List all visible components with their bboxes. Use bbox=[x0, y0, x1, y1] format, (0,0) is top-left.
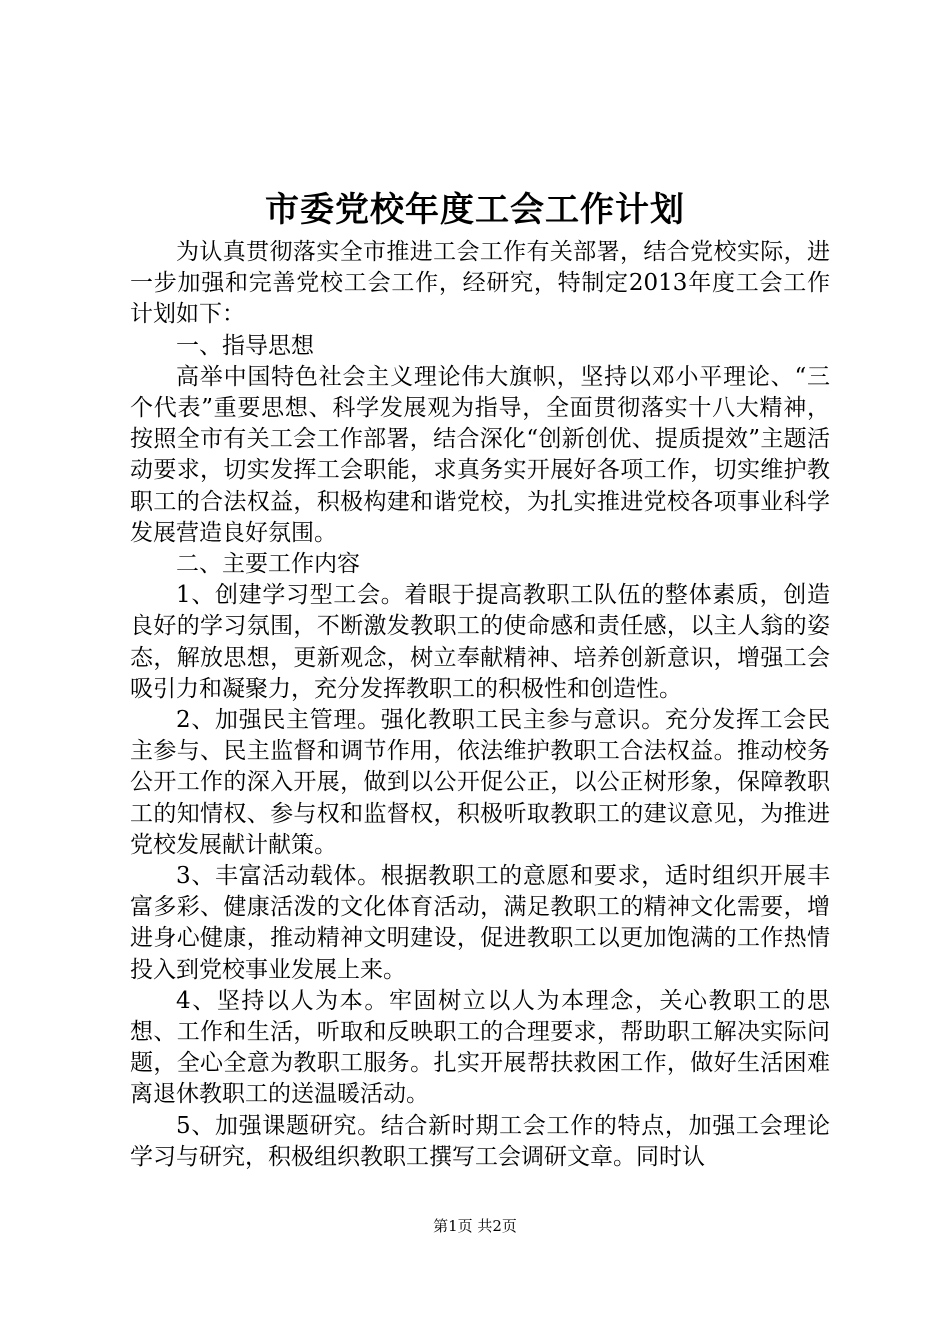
paragraph-item-3: 3、丰富活动载体。根据教职工的意愿和要求，适时组织开展丰富多彩、健康活泼的文化体育活动，满足教职工的精神文化需要，增进身心健康，推动精神文明建设，促进教职工以更加饱满的工作热情投入到党校事业发展上来。 bbox=[130, 863, 830, 983]
document-title: 市委党校年度工会工作计划 bbox=[265, 190, 685, 230]
page-footer: 第1页 共2页 bbox=[433, 1217, 517, 1235]
paragraph-intro: 为认真贯彻落实全市推进工会工作有关部署，结合党校实际，进一步加强和完善党校工会工作，经研究，特制定2013年度工会工作计划如下： bbox=[130, 239, 830, 328]
paragraph-item-2: 2、加强民主管理。强化教职工民主参与意识。充分发挥工会民主参与、民主监督和调节作用，依法维护教职工合法权益。推动校务公开工作的深入开展，做到以公开促公正，以公正树形象，保障教职工的知情权、参与权和监督权，积极听取教职工的建议意见，为推进党校发展献计献策。 bbox=[130, 707, 830, 858]
paragraph-item-4: 4、坚持以人为本。牢固树立以人为本理念，关心教职工的思想、工作和生活，听取和反映职工的合理要求，帮助职工解决实际问题，全心全意为教职工服务。扎实开展帮扶救困工作，做好生活困难离退休教职工的送温暖活动。 bbox=[130, 987, 830, 1108]
paragraph-guiding-ideology: 高举中国特色社会主义理论伟大旗帜，坚持以邓小平理论、“三个代表”重要思想、科学发展观为指导，全面贯彻落实十八大精神，按照全市有关工会工作部署，结合深化“创新创优、提质提效”主题活动要求，切实发挥工会职能，求真务实开展好各项工作，切实维护教职工的合法权益，积极构建和谐党校，为扎实推进党校各项事业科学发展营造良好氛围。 bbox=[130, 363, 830, 546]
section-heading-guiding-ideology: 一、指导思想 bbox=[176, 332, 314, 359]
paragraph-item-5: 5、加强课题研究。结合新时期工会工作的特点，加强工会理论学习与研究，积极组织教职工撰写工会调研文章。同时认 bbox=[130, 1112, 830, 1170]
document-body bbox=[130, 237, 830, 1173]
paragraph-item-1: 1、创建学习型工会。着眼于提高教职工队伍的整体素质，创造良好的学习氛围，不断激发教职工的使命感和责任感，以主人翁的姿态，解放思想，更新观念，树立奉献精神、培养创新意识，增强工会吸引力和凝聚力，充分发挥教职工的积极性和创造性。 bbox=[130, 582, 830, 702]
section-heading-main-work: 二、主要工作内容 bbox=[176, 551, 360, 578]
